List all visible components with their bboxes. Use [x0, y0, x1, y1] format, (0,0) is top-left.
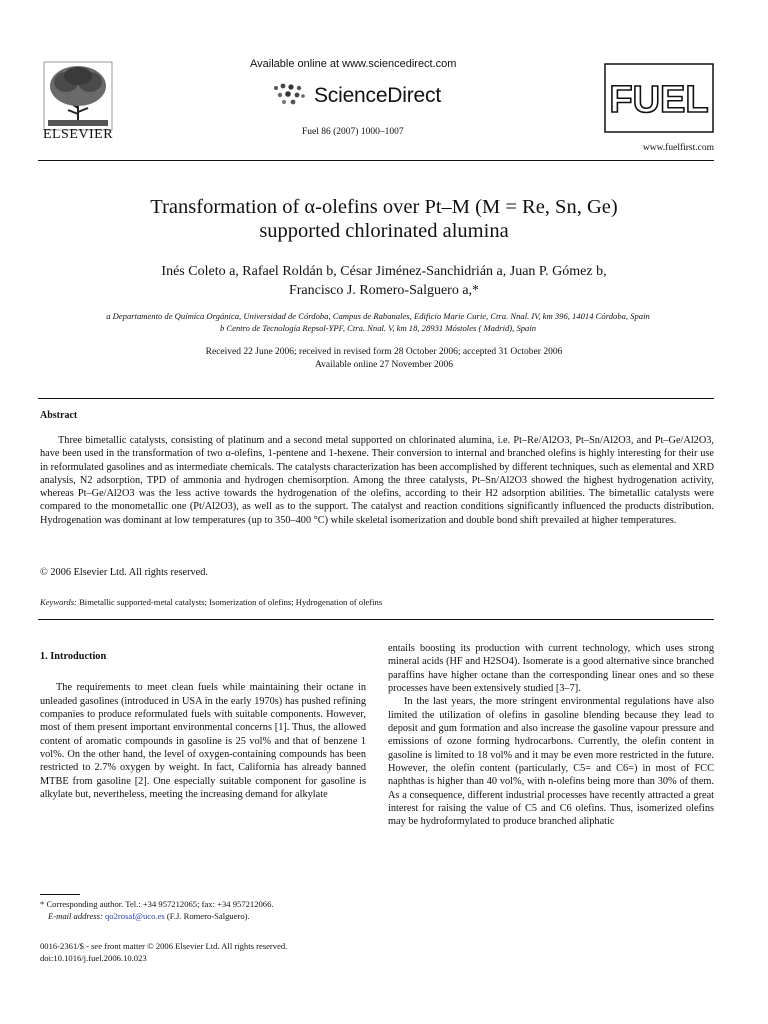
- abstract-divider: [38, 398, 714, 399]
- publisher-name: ELSEVIER: [42, 127, 114, 142]
- affiliation-a: a Departamento de Química Orgánica, Universidad de Córdoba, Campus de Rabanales, Edificio Marie Curie, Ctra. Nnal. IV, km 396, 14014 Córdoba, Spain: [106, 311, 650, 321]
- footnote-rule: [40, 894, 80, 895]
- abstract-copyright: © 2006 Elsevier Ltd. All rights reserved.: [40, 567, 208, 578]
- front-matter-info: [40, 940, 370, 964]
- left-column: [40, 650, 366, 801]
- article-history: [60, 346, 708, 372]
- author-list: [60, 262, 708, 300]
- keywords-list: Bimetallic supported-metal catalysts; Isomerization of olefins; Hydrogenation of olefins: [79, 597, 383, 607]
- keywords-divider: [38, 619, 714, 620]
- affiliation-b: b Centro de Tecnología Repsol-YPF, Ctra. Nnal. V, km 18, 28931 Móstoles ( Madrid), Spain: [219, 323, 537, 333]
- right-column: [388, 642, 714, 829]
- received-dates: Received 22 June 2006; received in revised form 28 October 2006; accepted 31 October 2006: [205, 347, 563, 357]
- available-online-date: Available online 27 November 2006: [314, 360, 454, 370]
- corresponding-author-footnote: [40, 898, 366, 922]
- article-title: [60, 195, 708, 243]
- journal-reference: Fuel 86 (2007) 1000–1007: [302, 127, 404, 137]
- authors-line-1: Inés Coleto a, Rafael Roldán b, César Jiménez-Sanchidrián a, Juan P. Gómez b,: [161, 264, 607, 279]
- section-heading-introduction: 1. Introduction: [40, 651, 107, 662]
- title-line-2: supported chlorinated alumina: [259, 220, 509, 242]
- authors-line-2: Francisco J. Romero-Salguero a,*: [288, 283, 480, 298]
- journal-url[interactable]: www.fuelfirst.com: [642, 143, 714, 153]
- intro-paragraph-1: The requirements to meet clean fuels while maintaining their octane in unleaded gasolines (introduced in USA in the early 1970s) has pushed refining companies to produce reformulated fuels with suitable components. However, most of them present important environmental concerns [1]. Thus, the allowed content of aromatic compounds in gasoline is 25 vol% and that of benzene 1 vol%. On the other hand, the level of oxygen-containing compounds has been restricted to 2.7% oxygen by weight. In fact, California has already banned MTBE from gasoline [2]. One especially suitable component for gasoline is alkylate but, nevertheless, meeting the increasing demand for alkylate: [40, 682, 366, 801]
- sciencedirect-logo-text: ScienceDirect: [314, 84, 441, 107]
- abstract-text: Three bimetallic catalysts, consisting of platinum and a second metal supported on chlorinated alumina, i.e. Pt–Re/Al2O3, Pt–Sn/Al2O3, and Pt–Ge/Al2O3, have been used in the transformation of two α-olefins, 1-pentene and 1-hexene. Their conversion to internal and branched olefins is highly interesting for their use in reformulated gasolines and as intermediate chemicals. The catalysts characterization has been accomplished by different techniques, such as elemental and XRD analysis, N2 adsorption, TPD of ammonia and hydrogen chemisorption. Among the three catalysts, Pt–Sn/Al2O3 showed the highest hydrogenation activity, whereas Pt–Ge/Al2O3 was the less active towards the hydrogenation of the olefins, according to their H2 adsorption abilities. The bimetallic catalysts were compared to the monometallic one (Pt/Al2O3), as well as to the support. The catalyst and reaction conditions significantly influenced the products distribution. Hydrogenation was dominant at low temperatures (up to 350–400 °C) while skeletal isomerization and double bond shift prevailed at higher temperatures.: [40, 435, 714, 526]
- available-online-text[interactable]: Available online at www.sciencedirect.com: [250, 58, 457, 70]
- title-line-1: Transformation of α-olefins over Pt–M (M = Re, Sn, Ge): [150, 196, 618, 218]
- email-label: E-mail address:: [48, 911, 103, 921]
- header-divider: [38, 160, 714, 161]
- intro-paragraph-3: In the last years, the more stringent environmental regulations have also limited the utilization of olefins in gasoline blending because they lead to deposit and gum formation and also increase the gasoline vapour pressure and emissions of ozone forming hydrocarbons. Currently, the olefin content in gasoline is limited to 18 vol% and it may be even more restricted in the future. However, the olefin content (particularly, C5= and C6=) in most of FCC naphthas is higher than 40 vol%, with n-olefins being more than 30% of them. As a consequence, different industrial processes have recently attracted a great interest for raising the value of C5 and C6 olefins. Thus, isomerized olefins may be hydroformylated to produce branched aliphatic: [388, 696, 714, 828]
- fuel-logo-text: FUEL: [609, 79, 709, 121]
- email-suffix: (F.J. Romero-Salguero).: [166, 911, 250, 921]
- fuel-journal-logo: [603, 62, 715, 134]
- footnote-contact: * Corresponding author. Tel.: +34 957212065; fax: +34 957212066.: [40, 899, 274, 909]
- author-email-link[interactable]: qo2rosaf@uco.es: [104, 911, 165, 921]
- sciencedirect-dots-icon: [270, 80, 310, 110]
- affiliations: [40, 310, 716, 334]
- keywords-label: Keywords:: [40, 597, 77, 607]
- footnote-email-line: [40, 910, 366, 922]
- doi-line[interactable]: doi:10.1016/j.fuel.2006.10.023: [40, 953, 147, 963]
- intro-paragraph-2: entails boosting its production with current technology, which uses strong mineral acids (HF and H2SO4). Isomerate is a good alternative since branched paraffins have higher octane than the corresponding linear ones and so these processes have been extensively studied [3–7].: [388, 643, 714, 695]
- keywords: [40, 597, 714, 607]
- abstract-heading: Abstract: [40, 410, 78, 421]
- issn-line: 0016-2361/$ - see front matter © 2006 Elsevier Ltd. All rights reserved.: [40, 941, 288, 951]
